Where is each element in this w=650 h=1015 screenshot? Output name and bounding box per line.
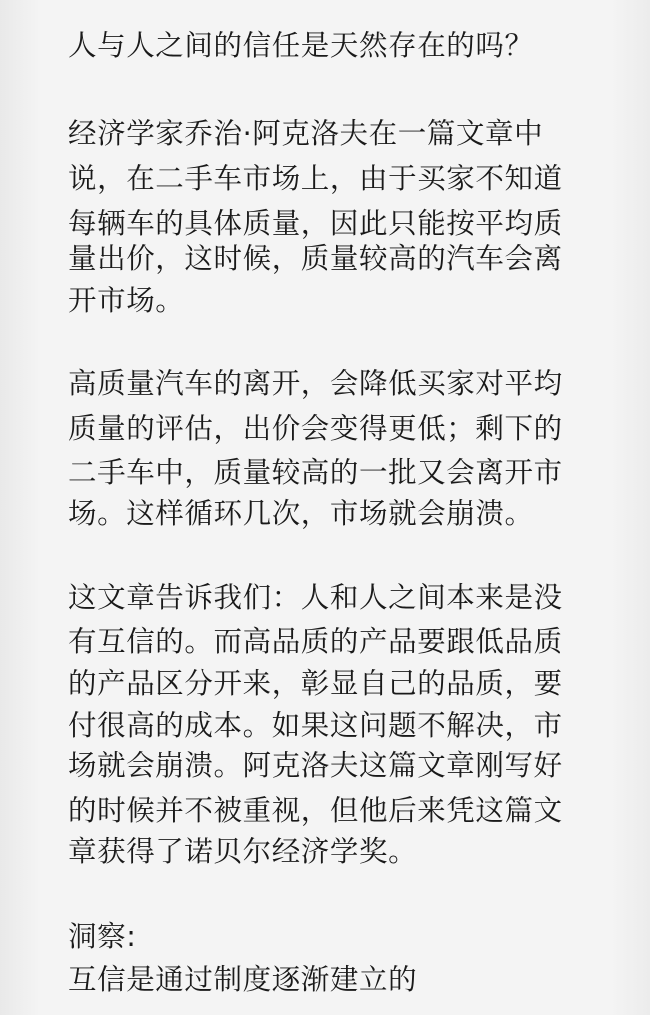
paragraph1-line-5: 开市场。	[68, 284, 185, 317]
paragraph1-line-2: 说，在二手车市场上，由于买家不知道	[68, 162, 563, 195]
paragraph2-line-2: 质量的评估，出价会变得更低；剩下的	[68, 412, 563, 445]
paragraph3-line-3: 的产品区分开来，彰显自己的品质，要	[68, 667, 563, 700]
paragraph1-line-4: 量出价，这时候，质量较高的汽车会离	[68, 242, 563, 275]
paragraph3-line-5: 场就会崩溃。阿克洛夫这篇文章刚写好	[68, 749, 563, 782]
insight-text: 互信是通过制度逐渐建立的	[68, 963, 418, 996]
question-heading: 人与人之间的信任是天然存在的吗？	[68, 29, 534, 62]
paragraph3-line-7: 章获得了诺贝尔经济学奖。	[68, 835, 418, 868]
paragraph1-line-3: 每辆车的具体质量，因此只能按平均质	[68, 207, 563, 240]
insight-label: 洞察:	[68, 920, 137, 953]
paragraph1-line-1: 经济学家乔治·阿克洛夫在一篇文章中	[68, 117, 544, 150]
paragraph2-line-4: 场。这样循环几次，市场就会崩溃。	[68, 497, 534, 530]
paragraph2-line-3: 二手车中，质量较高的一批又会离开市	[68, 456, 563, 489]
paragraph2-line-1: 高质量汽车的离开，会降低买家对平均	[68, 367, 563, 400]
paragraph3-line-1: 这文章告诉我们：人和人之间本来是没	[68, 581, 563, 614]
paragraph3-line-6: 的时候并不被重视，但他后来凭这篇文	[68, 794, 563, 827]
paragraph3-line-4: 付很高的成本。如果这问题不解决，市	[68, 709, 563, 742]
paragraph3-line-2: 有互信的。而高品质的产品要跟低品质	[68, 625, 563, 658]
